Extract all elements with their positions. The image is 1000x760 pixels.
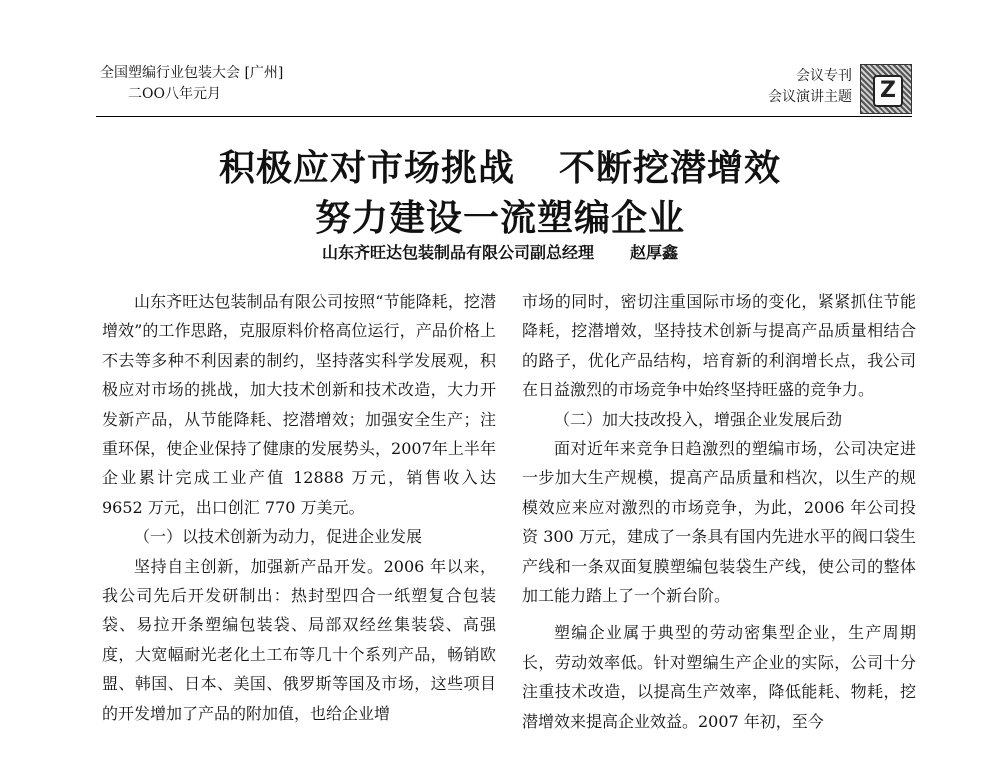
issue-label: 会议专刊 — [796, 68, 852, 84]
logo-letter: Z — [873, 75, 903, 107]
issue-header — [768, 66, 852, 108]
header-divider — [96, 116, 912, 117]
section-heading: （二）加大技改投入，增强企业发展后劲 — [554, 409, 843, 429]
title-part2: 不断挖潜增效 — [559, 147, 782, 189]
issue-subtitle: 会议演讲主题 — [768, 89, 852, 105]
conference-name: 全国塑编行业包装大会 [广州] — [100, 65, 284, 81]
paragraph: 面对近年来竞争日趋激烈的塑编市场，公司决定进一步加大生产规模，提高产品质量和档次，以生产的规模效应来应对激烈的市场竞争，为此，2006 年公司投资 300 万元，建成了一条具有国内先进水平的阀口袋生产线和一条双面复膜塑编包装袋生产线，使公司的整体加工能力踏上了一个新台阶。 — [522, 439, 916, 606]
paragraph: 市场的同时，密切注重国际市场的变化，紧紧抓住节能降耗，挖潜增效，坚持技术创新与提高产品质量相结合的路子，优化产品结构，培育新的利润增长点，我公司在日益激烈的市场竞争中始终坚持旺盛的竞争力。 — [522, 292, 916, 400]
author-byline — [0, 240, 1000, 263]
conference-date: 二OO八年元月 — [128, 86, 221, 102]
body-column-left — [102, 287, 496, 728]
article-title-line1 — [0, 140, 1000, 191]
body-column-right — [522, 287, 916, 736]
paragraph: 坚持自主创新，加强新产品开发。2006 年以来，我公司先后开发研制出：热封型四合一纸塑复合包装袋、易拉开条塑编包装袋、局部双经丝集装袋、高强度，大宽幅耐光老化土工布等几十个系列产品，畅销欧盟、韩国、日本、美国、俄罗斯等国及市场，这些项目的开发增加了产品的附加值，也给企业增 — [102, 556, 496, 723]
paragraph: 塑编企业属于典型的劳动密集型企业，生产周期长，劳动效率低。针对塑编生产企业的实际，公司十分注重技术改造，以提高生产效率，降低能耗、物耗，挖潜增效来提高企业效益。2007 年初，至今 — [522, 623, 916, 731]
title-part1: 积极应对市场挑战 — [218, 147, 515, 189]
conference-header — [100, 63, 283, 105]
journal-logo — [860, 64, 912, 114]
section-heading: （一）以技术创新为动力，促进企业发展 — [134, 527, 423, 547]
paragraph: 山东齐旺达包装制品有限公司按照“节能降耗，挖潜增效”的工作思路，克服原料价格高位运行，产品价格上不去等多种不利因素的制约，坚持落实科学发展观，积极应对市场的挑战，加大技术创新和技术改造，大力开发新产品，从节能降耗、挖潜增效；加强安全生产；注重环保，使企业保持了健康的发展势头，2007年上半年企业累计完成工业产值 12888 万元，销售收入达 9652 万元，出口创汇 770 万美元。 — [102, 292, 496, 517]
article-title-line2: 努力建设一流塑编企业 — [314, 197, 685, 239]
author-affiliation: 山东齐旺达包装制品有限公司副总经理 — [321, 243, 594, 262]
author-name: 赵厚鑫 — [630, 243, 679, 262]
